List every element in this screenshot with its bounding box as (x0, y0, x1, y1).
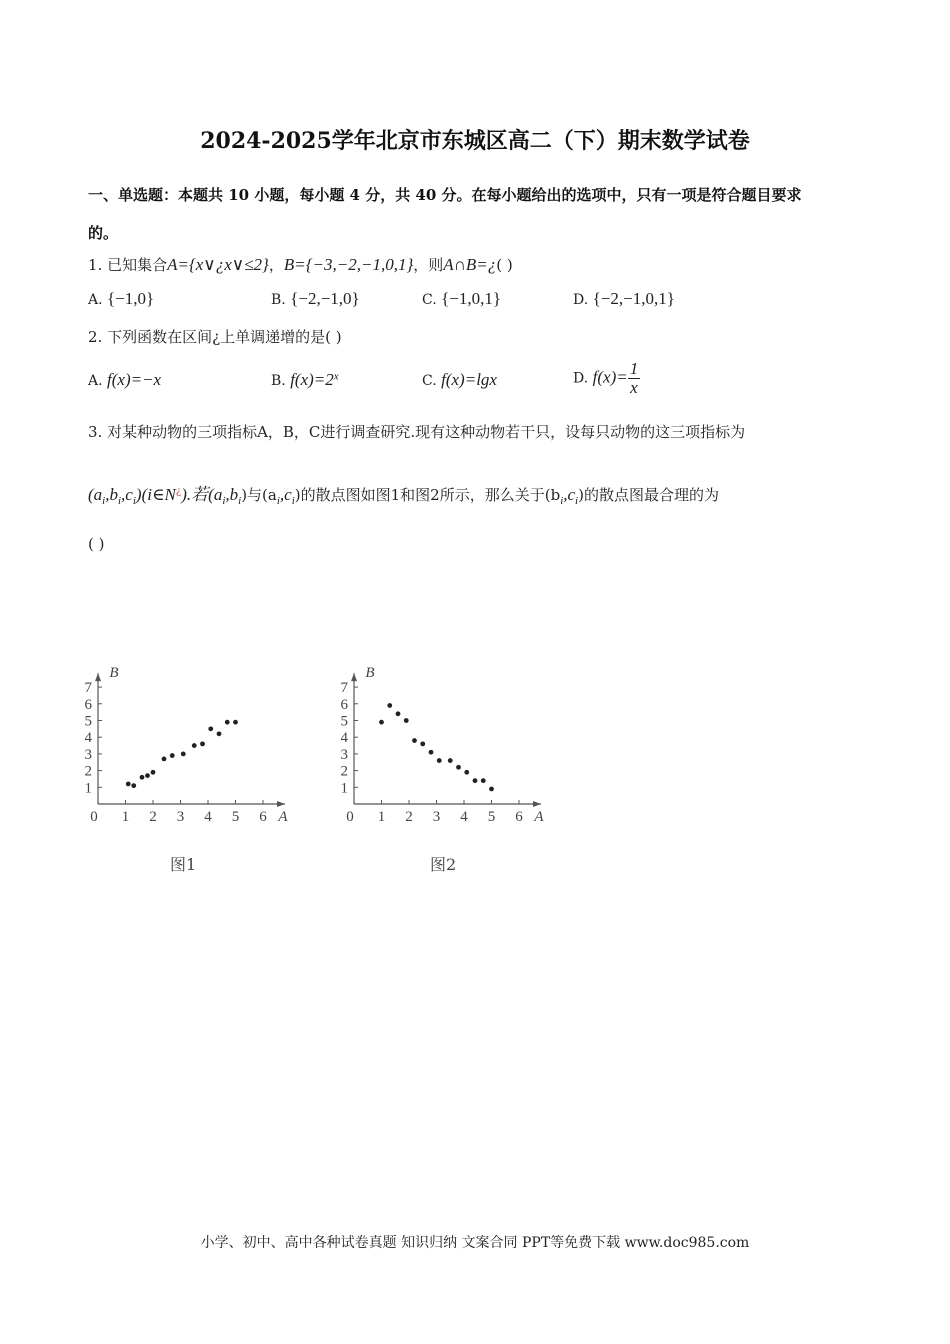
y-tick-label: 4 (84, 730, 92, 747)
option-value: {−2,−1,0} (290, 289, 360, 308)
fraction-denominator: x (630, 377, 638, 397)
y-tick-label: 2 (340, 763, 348, 780)
data-point (429, 750, 434, 755)
q3-subscript: i (117, 495, 122, 507)
q3-subscript: i (102, 495, 106, 507)
y-tick-label: 5 (84, 713, 92, 730)
data-point (412, 738, 417, 743)
q3-subscript: i (132, 495, 136, 507)
option-label: A. (88, 292, 103, 308)
q1-option-a (88, 289, 154, 309)
option-value: {−1,0} (107, 289, 155, 308)
y-tick-label: 3 (84, 746, 92, 763)
option-value: f(x)=2 (290, 370, 334, 389)
x-tick-label: 2 (149, 809, 157, 825)
q1-separator: ， (268, 256, 284, 274)
q3-subscript: i (238, 495, 242, 507)
data-point (448, 758, 453, 763)
page-footer: 小学、初中、高中各种试卷真题 知识归纳 文案合同 PPT等免费下载 www.doc985.com (200, 1235, 750, 1251)
option-label: D. (573, 292, 589, 308)
data-point (162, 757, 167, 762)
data-point (387, 703, 392, 708)
data-point (200, 741, 205, 746)
q3-text: ,c (279, 485, 292, 504)
q3-text: (a (88, 485, 103, 504)
q1-then: ，则 (413, 256, 444, 274)
x-tick-label: 6 (259, 809, 267, 825)
q2-option-b (271, 370, 339, 390)
q3-text: ,b (105, 485, 118, 504)
q3-text: )的散点图最合理的为 (578, 486, 719, 504)
scatter-plot-figure-2 (336, 660, 566, 830)
y-tick-label: 1 (340, 780, 348, 797)
data-point (131, 783, 136, 788)
q3-text: ,c (121, 485, 133, 504)
page-title: 2024-2025学年北京市东城区高二（下）期末数学试卷 (200, 128, 750, 154)
figure-2-caption: 图2 (430, 855, 457, 874)
x-tick-label: 0 (346, 809, 354, 825)
data-point (489, 787, 494, 792)
option-value: {−2,−1,0,1} (592, 289, 675, 308)
x-tick-label: 6 (515, 809, 523, 825)
q1-option-d (573, 289, 675, 309)
q1-number: 1. 已知集合 (88, 256, 168, 274)
x-tick-label: 4 (204, 809, 212, 825)
data-point (145, 773, 150, 778)
q3-text: ,b (225, 485, 239, 504)
x-axis-arrow-icon (277, 801, 285, 807)
data-point (151, 770, 156, 775)
y-axis-arrow-icon (351, 673, 357, 681)
q3-subscript: i (575, 495, 579, 507)
x-tick-label: 0 (90, 809, 98, 825)
data-point (437, 758, 442, 763)
x-axis-label: A (278, 809, 288, 825)
data-point (464, 770, 469, 775)
q3-text: ,c (563, 485, 576, 504)
question-3-line1: 3. 对某种动物的三项指标A，B，C进行调查研究.现有这种动物若干只，设每只动物的这三项指标为 (88, 423, 746, 441)
q3-text: )的散点图如图1和图2所示，那么关于(b (294, 486, 561, 504)
x-axis-label: A (534, 809, 544, 825)
x-tick-label: 3 (432, 809, 441, 825)
q3-text: ).若(a (181, 485, 223, 504)
data-point (456, 765, 461, 770)
data-point (379, 720, 384, 725)
x-tick-label: 5 (231, 809, 240, 825)
data-point (404, 718, 409, 723)
fraction-numerator: 1 (629, 359, 639, 378)
q3-superscript: ¿ (175, 486, 182, 497)
option-label: B. (271, 373, 286, 389)
option-label: D. (573, 370, 589, 387)
x-tick-label: 5 (487, 809, 496, 825)
x-axis-arrow-icon (533, 801, 541, 807)
y-axis-label: B (365, 665, 375, 682)
option-label: B. (271, 292, 286, 308)
y-tick-label: 3 (340, 746, 348, 763)
q3-subscript: i (276, 495, 280, 507)
option-label: A. (88, 373, 103, 389)
x-tick-label: 1 (121, 809, 130, 825)
y-tick-label: 2 (84, 763, 92, 780)
data-point (473, 778, 478, 783)
q1-set-b: B={−3,−2,−1,0,1} (283, 255, 414, 274)
y-tick-label: 6 (340, 696, 348, 713)
q2-option-c (422, 370, 497, 390)
data-point (396, 711, 401, 716)
q3-text: )与(a (241, 486, 277, 504)
data-point (170, 753, 175, 758)
data-point (217, 731, 222, 736)
section-heading-line2: 的。 (88, 224, 119, 242)
y-tick-label: 5 (340, 713, 348, 730)
y-axis-label: B (109, 665, 119, 682)
y-tick-label: 1 (84, 780, 92, 797)
data-point (192, 743, 197, 748)
q1-option-b (271, 289, 360, 309)
scatter-plot-figure-1 (80, 660, 310, 830)
option-label: C. (422, 373, 437, 389)
data-point (126, 782, 131, 787)
q3-subscript: i (560, 495, 564, 507)
question-2: 2. 下列函数在区间¿上单调递增的是( ) (88, 328, 342, 346)
q2-option-d (573, 360, 640, 397)
x-tick-label: 4 (460, 809, 468, 825)
option-value: f(x)= (592, 367, 628, 387)
x-tick-label: 3 (176, 809, 185, 825)
question-3-paren: ( ) (88, 535, 105, 553)
q3-subscript: i (291, 495, 295, 507)
data-point (233, 720, 238, 725)
data-point (208, 726, 213, 731)
x-tick-label: 1 (377, 809, 386, 825)
data-point (140, 775, 145, 780)
data-point (481, 778, 486, 783)
q1-expression: A∩B=¿ (443, 255, 497, 274)
q1-answer-paren: ( ) (496, 256, 513, 274)
option-label: C. (422, 292, 437, 308)
question-3-line2 (88, 480, 719, 507)
y-tick-label: 6 (84, 696, 92, 713)
data-point (181, 752, 186, 757)
option-superscript: x (333, 370, 339, 383)
data-point (420, 741, 425, 746)
option-fraction (628, 360, 641, 397)
option-value: f(x)=−x (107, 370, 162, 389)
x-tick-label: 2 (405, 809, 413, 825)
q3-text: )(i∈N (135, 485, 176, 504)
section-heading-line1: 一、单选题：本题共 10 小题，每小题 4 分，共 40 分。在每小题给出的选项中，只有一项是符合题目要求 (88, 186, 802, 204)
option-value: {−1,0,1} (441, 289, 502, 308)
y-tick-label: 7 (84, 680, 92, 697)
question-1 (88, 254, 513, 275)
q3-subscript: i (222, 495, 226, 507)
q2-option-a (88, 370, 161, 390)
y-axis-arrow-icon (95, 673, 101, 681)
y-tick-label: 7 (340, 680, 348, 697)
option-value: f(x)=lgx (441, 370, 497, 389)
y-tick-label: 4 (340, 730, 348, 747)
q1-option-c (422, 289, 501, 309)
figure-1-caption: 图1 (170, 855, 197, 874)
q1-set-a: A={x∨¿x∨≤2} (167, 255, 269, 274)
data-point (225, 720, 230, 725)
